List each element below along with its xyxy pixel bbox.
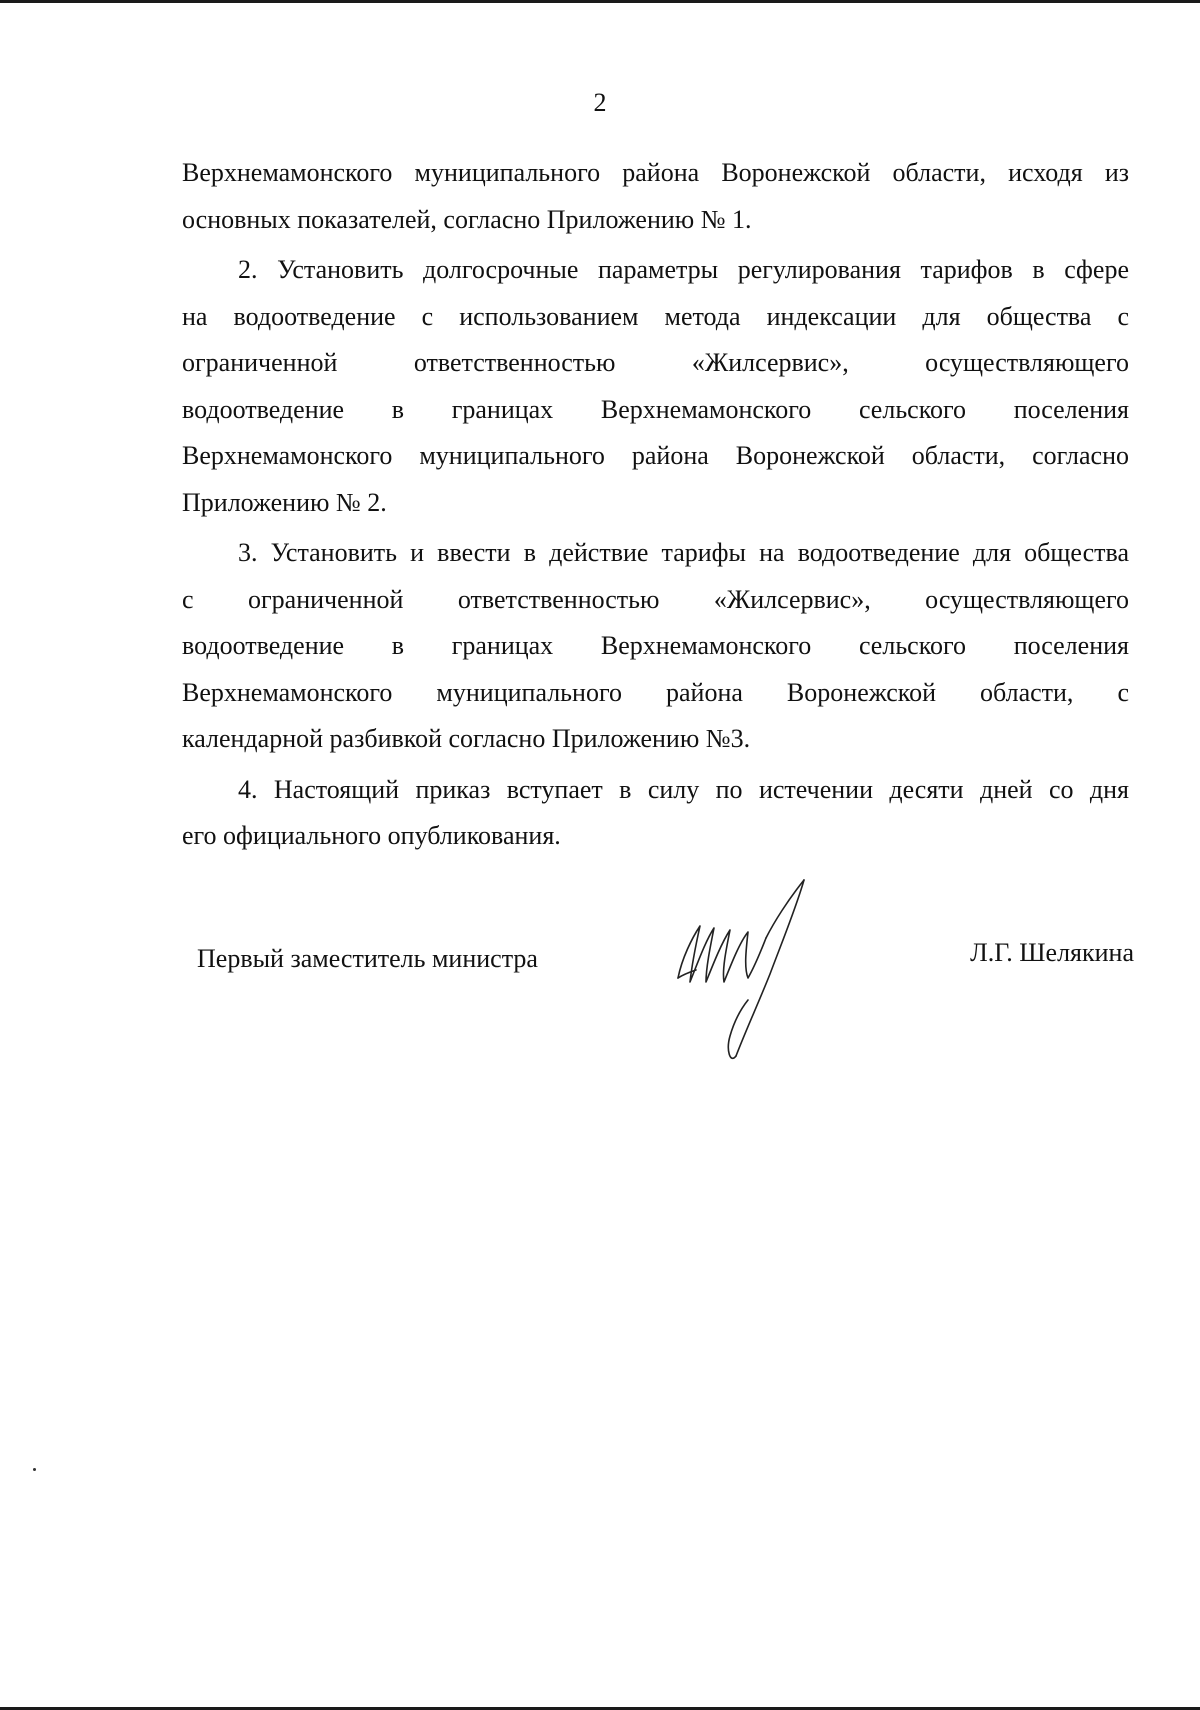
signature-block	[0, 930, 1200, 1080]
text-line: Приложению № 2.	[182, 487, 387, 517]
text-line: 3. Установить и ввести в действие тарифы на водоотведение для общества	[238, 538, 1129, 567]
text-line: 2. Установить долгосрочные параметры регулирования тарифов в сфере	[238, 255, 1129, 284]
text-line: на водоотведение с использованием метода индексации для общества с	[182, 301, 1129, 331]
scan-speck	[33, 1468, 36, 1471]
text-line: водоотведение в границах Верхнемамонского сельского поселения	[182, 631, 1129, 660]
text-line: водоотведение в границах Верхнемамонского сельского поселения	[182, 394, 1129, 424]
signer-name: Л.Г. Шелякина	[970, 938, 1134, 967]
text-line: ограниченной ответственностью «Жилсервис», осуществляющего	[182, 348, 1129, 377]
text-line: его официального опубликования.	[182, 821, 561, 850]
document-body	[182, 150, 1129, 860]
handwritten-signature	[670, 878, 820, 1078]
text-line: Верхнемамонского муниципального района Воронежской области, с	[182, 677, 1129, 707]
signer-position: Первый заместитель министра	[197, 944, 538, 973]
text-line: 4. Настоящий приказ вступает в силу по истечении десяти дней со дня	[238, 774, 1129, 804]
text-line: основных показателей, согласно Приложению № 1.	[182, 204, 752, 234]
text-line: календарной разбивкой согласно Приложению №3.	[182, 724, 751, 753]
text-line: с ограниченной ответственностью «Жилсервис», осуществляющего	[182, 584, 1129, 614]
text-line: Верхнемамонского муниципального района Воронежской области, согласно	[182, 441, 1129, 470]
scan-edge-top	[0, 0, 1200, 3]
text-line: Верхнемамонского муниципального района Воронежской области, исходя из	[182, 158, 1129, 187]
page-number: 2	[593, 88, 607, 117]
